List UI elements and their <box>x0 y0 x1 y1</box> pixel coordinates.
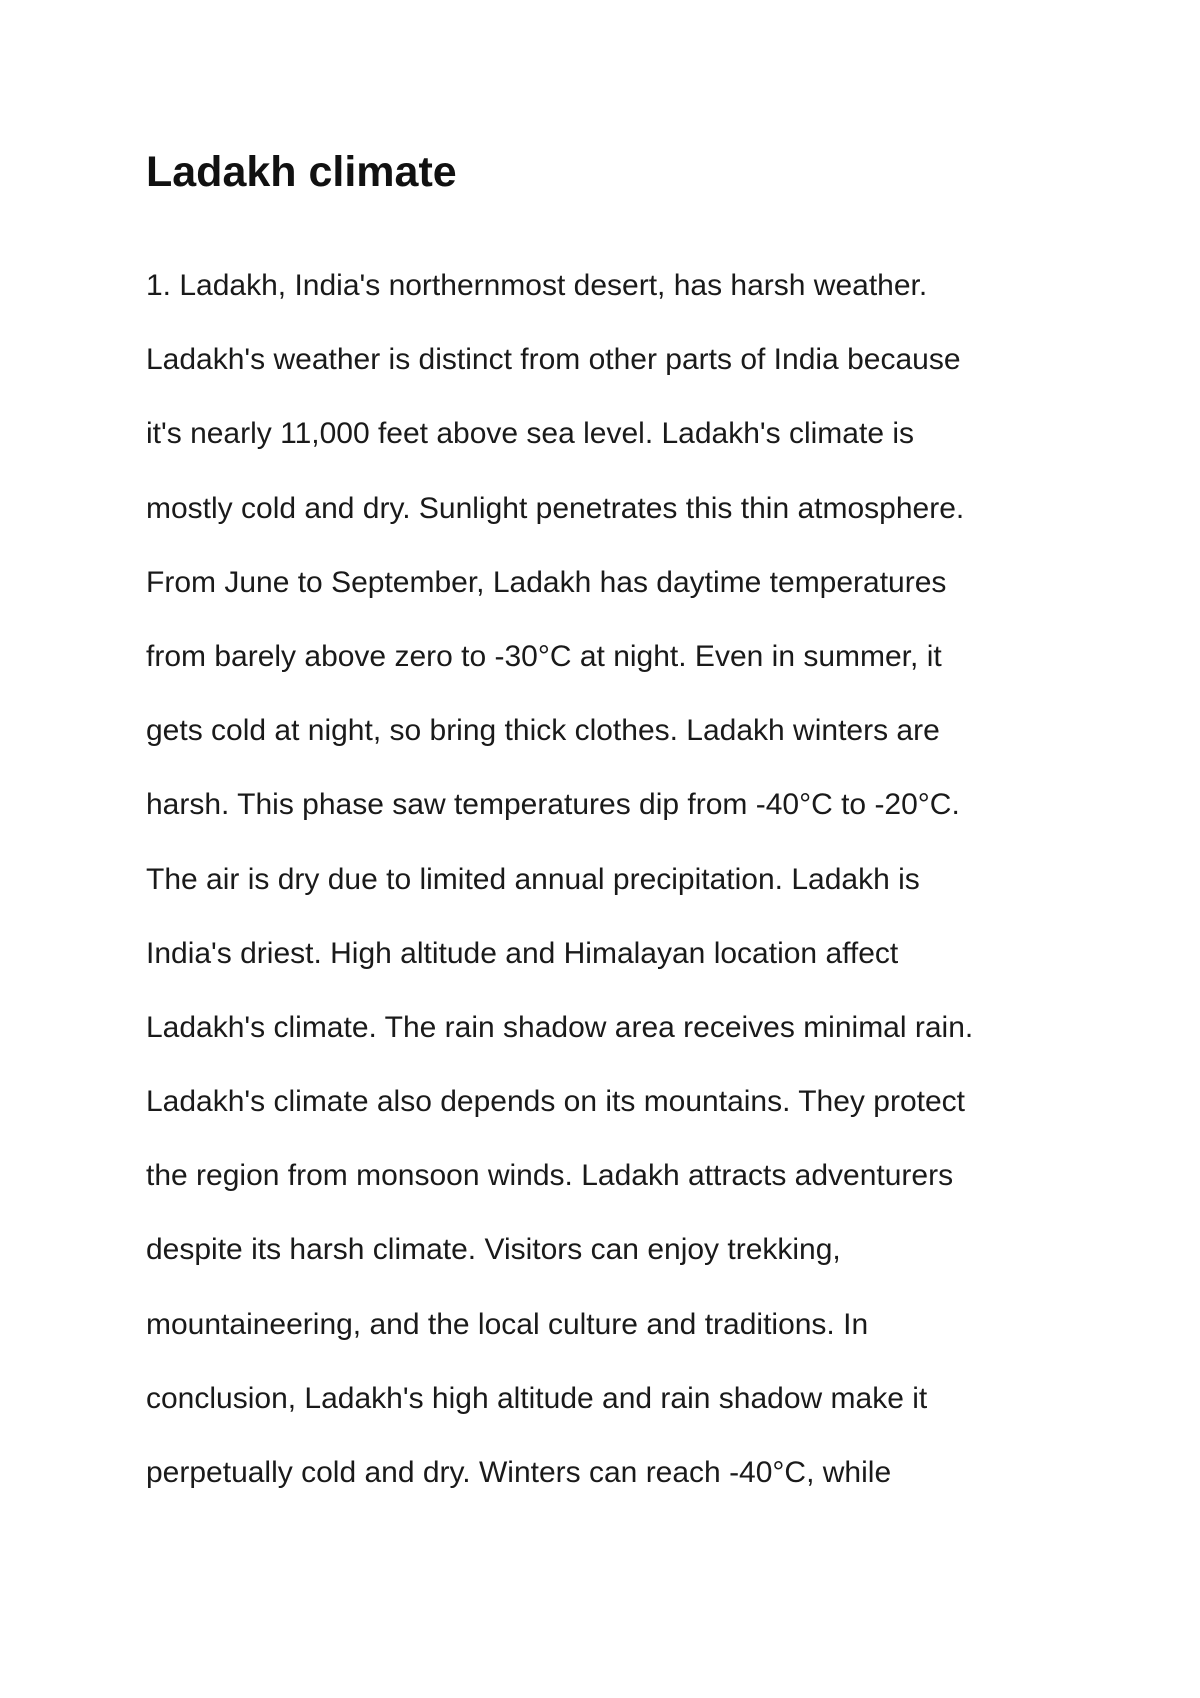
body-line: Ladakh's climate also depends on its mountains. They protect <box>146 1085 965 1119</box>
body-line: The air is dry due to limited annual precipitation. Ladakh is <box>146 862 920 896</box>
body-line: conclusion, Ladakh's high altitude and rain shadow make it <box>146 1381 928 1415</box>
body-line: harsh. This phase saw temperatures dip from -40°C to -20°C. <box>146 788 960 822</box>
body-line: From June to September, Ladakh has daytime temperatures <box>146 565 947 599</box>
body-line: India's driest. High altitude and Himalayan location affect <box>146 936 899 970</box>
body-line: mostly cold and dry. Sunlight penetrates this thin atmosphere. <box>146 491 965 525</box>
document-title: Ladakh climate <box>146 148 457 196</box>
body-line: Ladakh's climate. The rain shadow area receives minimal rain. <box>146 1010 974 1044</box>
body-line: the region from monsoon winds. Ladakh attracts adventurers <box>146 1159 954 1193</box>
body-line: from barely above zero to -30°C at night. Even in summer, it <box>146 639 942 673</box>
body-line: Ladakh's weather is distinct from other parts of India because <box>146 343 961 377</box>
body-line: despite its harsh climate. Visitors can enjoy trekking, <box>146 1233 841 1267</box>
body-line: mountaineering, and the local culture and traditions. In <box>146 1307 869 1341</box>
body-line: 1. Ladakh, India's northernmost desert, has harsh weather. <box>146 269 928 302</box>
document-body <box>146 266 973 1527</box>
body-line: gets cold at night, so bring thick clothes. Ladakh winters are <box>146 714 940 748</box>
body-line: it's nearly 11,000 feet above sea level. Ladakh's climate is <box>146 417 915 451</box>
body-line: perpetually cold and dry. Winters can reach -40°C, while <box>146 1456 892 1489</box>
